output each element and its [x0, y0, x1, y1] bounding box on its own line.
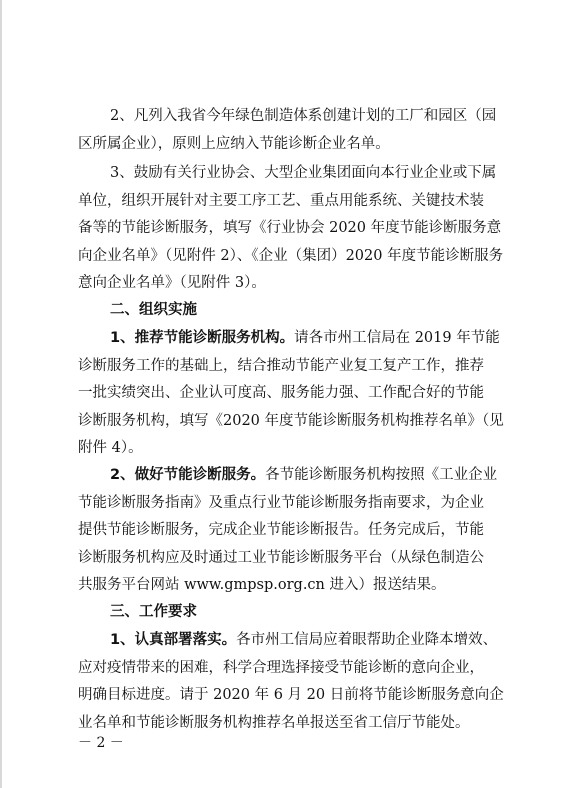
line-text: 向企业名单》（见附件 2）、《企业（集团）2020 年度节能诊断服务	[78, 248, 504, 264]
paragraph-line	[0, 384, 567, 402]
line-text: 请各市州工信局在 2019 年节能	[294, 330, 500, 346]
paragraph-line	[0, 247, 567, 265]
line-text: 附件 4）。	[78, 440, 143, 456]
section-heading	[0, 603, 567, 621]
heading-text: 三、工作要求	[110, 604, 197, 620]
paragraph-line	[0, 412, 567, 430]
line-text: 明确目标进度。请于 2020 年 6 月 20 日前将节能诊断服务意向企	[78, 687, 504, 703]
line-text: 意向企业名单》（见附件 3）。	[78, 275, 266, 291]
section-heading	[0, 301, 567, 319]
paragraph-line	[0, 576, 567, 594]
paragraph-line	[0, 686, 567, 704]
line-text: 单位，组织开展针对主要工序工艺、重点用能系统、关键技术装	[78, 193, 484, 209]
paragraph-line	[0, 329, 567, 347]
paragraph-line	[0, 659, 567, 677]
line-text: 各市州工信局应着眼帮助企业降本增效、	[236, 632, 498, 648]
paragraph-line	[0, 164, 567, 182]
lead-in-text: 1、推荐节能诊断服务机构。	[110, 330, 295, 346]
paragraph-line	[0, 466, 567, 484]
line-text: 诊断服务机构应及时通过工业节能诊断服务平台（从绿色制造公	[78, 550, 484, 566]
paragraph-line	[0, 192, 567, 210]
line-text: 各节能诊断服务机构按照《工业企业	[265, 467, 498, 483]
line-text: 诊断服务机构，填写《2020 年度节能诊断服务机构推荐名单》（见	[78, 413, 504, 429]
line-text: 诊断服务工作的基础上，结合推动节能产业复工复产工作，推荐	[78, 358, 484, 374]
paragraph-line	[0, 631, 567, 649]
line-text: 一批实绩突出、企业认可度高、服务能力强、工作配合好的节能	[78, 385, 484, 401]
line-text: 3、鼓励有关行业协会、大型企业集团面向本行业企业或下属	[110, 165, 497, 181]
line-text: 2、凡列入我省今年绿色制造体系创建计划的工厂和园区（园	[110, 108, 497, 124]
paragraph-line	[0, 549, 567, 567]
line-text: 节能诊断服务指南》及重点行业节能诊断服务指南要求，为企业	[78, 495, 484, 511]
line-text: 备等的节能诊断服务，填写《行业协会 2020 年度节能诊断服务意	[78, 220, 502, 236]
page-number: － 2 －	[78, 735, 124, 751]
paragraph-line	[0, 439, 567, 457]
paragraph-line	[0, 521, 567, 539]
paragraph-line	[0, 714, 567, 732]
paragraph-line	[0, 107, 567, 125]
line-text: 提供节能诊断服务，完成企业节能诊断报告。任务完成后，节能	[78, 522, 484, 538]
line-text: 共服务平台网站 www.gmpsp.org.cn 进入）报送结果。	[78, 577, 446, 593]
lead-in-text: 1、认真部署落实。	[110, 632, 237, 648]
paragraph-line	[0, 357, 567, 375]
line-text: 区所属企业），原则上应纳入节能诊断企业名单。	[78, 136, 390, 152]
paragraph-line	[0, 135, 567, 153]
line-text: 业名单和节能诊断服务机构推荐名单报送至省工信厅节能处。	[78, 715, 470, 731]
line-text: 应对疫情带来的困难，科学合理选择接受节能诊断的意向企业，	[78, 660, 484, 676]
paragraph-line	[0, 494, 567, 512]
paragraph-line	[0, 274, 567, 292]
lead-in-text: 2、做好节能诊断服务。	[110, 467, 266, 483]
heading-text: 二、组织实施	[110, 302, 197, 318]
paragraph-line	[0, 219, 567, 237]
